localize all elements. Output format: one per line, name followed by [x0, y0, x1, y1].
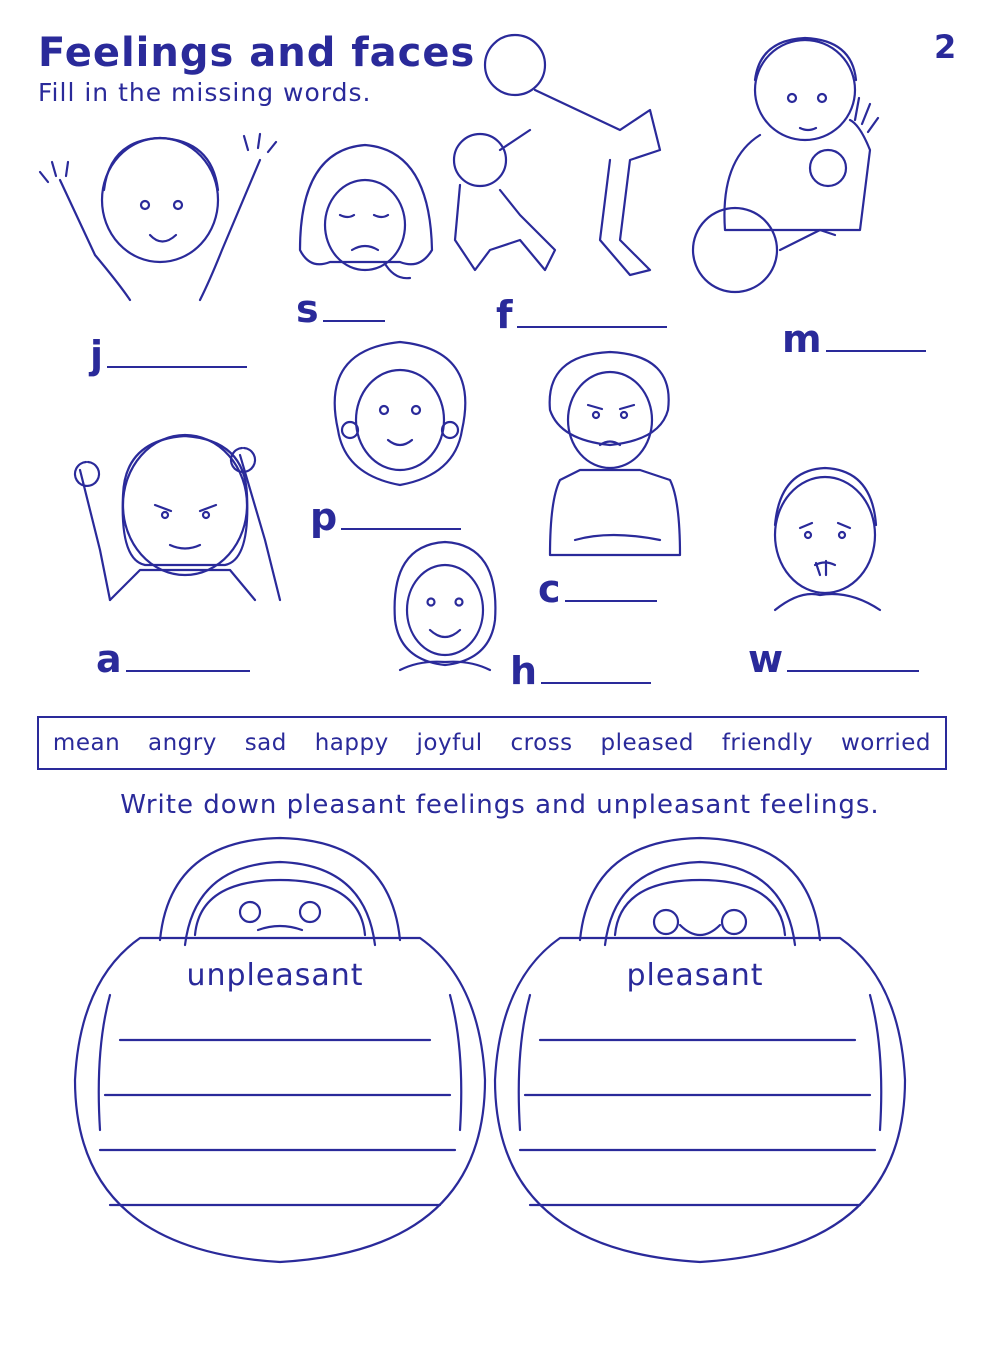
answer-line[interactable] [541, 682, 651, 684]
blank-letter: f [496, 293, 513, 337]
word-bank-item: angry [148, 730, 217, 756]
blank-p[interactable] [310, 495, 461, 539]
blank-s[interactable] [296, 287, 385, 331]
sad-girl-illustration [300, 145, 432, 278]
word-bank-item: sad [244, 730, 287, 756]
blank-c[interactable] [538, 567, 657, 611]
worksheet-title: Feelings and faces [38, 30, 476, 76]
instruction-text: Write down pleasant feelings and unpleasant feelings. [120, 790, 880, 820]
pleased-girl-illustration [335, 342, 466, 485]
blank-letter: j [90, 333, 104, 377]
blank-letter: a [96, 637, 122, 681]
angry-girl-illustration [75, 435, 280, 600]
blank-w[interactable] [748, 637, 919, 681]
answer-line[interactable] [826, 350, 926, 352]
blank-letter: p [310, 495, 338, 539]
blank-m[interactable] [782, 317, 926, 361]
blank-h[interactable] [510, 649, 651, 693]
blank-letter: c [538, 567, 561, 611]
word-bank-item: mean [52, 730, 121, 756]
word-bank-item: joyful [416, 730, 483, 756]
answer-line[interactable] [565, 600, 657, 602]
answer-line[interactable] [517, 326, 667, 328]
joyful-child-illustration [40, 134, 276, 300]
cross-child-illustration [550, 352, 680, 555]
blank-letter: w [748, 637, 784, 681]
blank-letter: m [782, 317, 822, 361]
page-number: 2 [934, 28, 957, 66]
answer-line[interactable] [787, 670, 919, 672]
word-bank-item: cross [510, 730, 573, 756]
unpleasant-bag-drawing [75, 838, 485, 1262]
answer-line[interactable] [126, 670, 250, 672]
pleasant-bag-label: pleasant [626, 958, 764, 993]
blank-a[interactable] [96, 637, 250, 681]
answer-line[interactable] [107, 366, 247, 368]
word-bank [37, 716, 947, 770]
friendly-children-illustration [454, 35, 660, 275]
word-bank-item: pleased [600, 730, 694, 756]
worried-boy-illustration [775, 468, 880, 610]
blank-j[interactable] [90, 333, 247, 377]
word-bank-item: worried [840, 730, 931, 756]
blank-letter: s [296, 287, 319, 331]
blank-f[interactable] [496, 293, 667, 337]
blank-letter: h [510, 649, 538, 693]
happy-girl-illustration [395, 542, 496, 670]
answer-line[interactable] [323, 320, 385, 322]
pleasant-bag-drawing [495, 838, 905, 1262]
word-bank-item: friendly [721, 730, 814, 756]
worksheet-subtitle: Fill in the missing words. [38, 78, 372, 107]
unpleasant-bag-label: unpleasant [186, 958, 364, 993]
answer-line[interactable] [341, 528, 461, 530]
mean-boy-illustration [693, 38, 878, 292]
word-bank-item: happy [314, 730, 389, 756]
